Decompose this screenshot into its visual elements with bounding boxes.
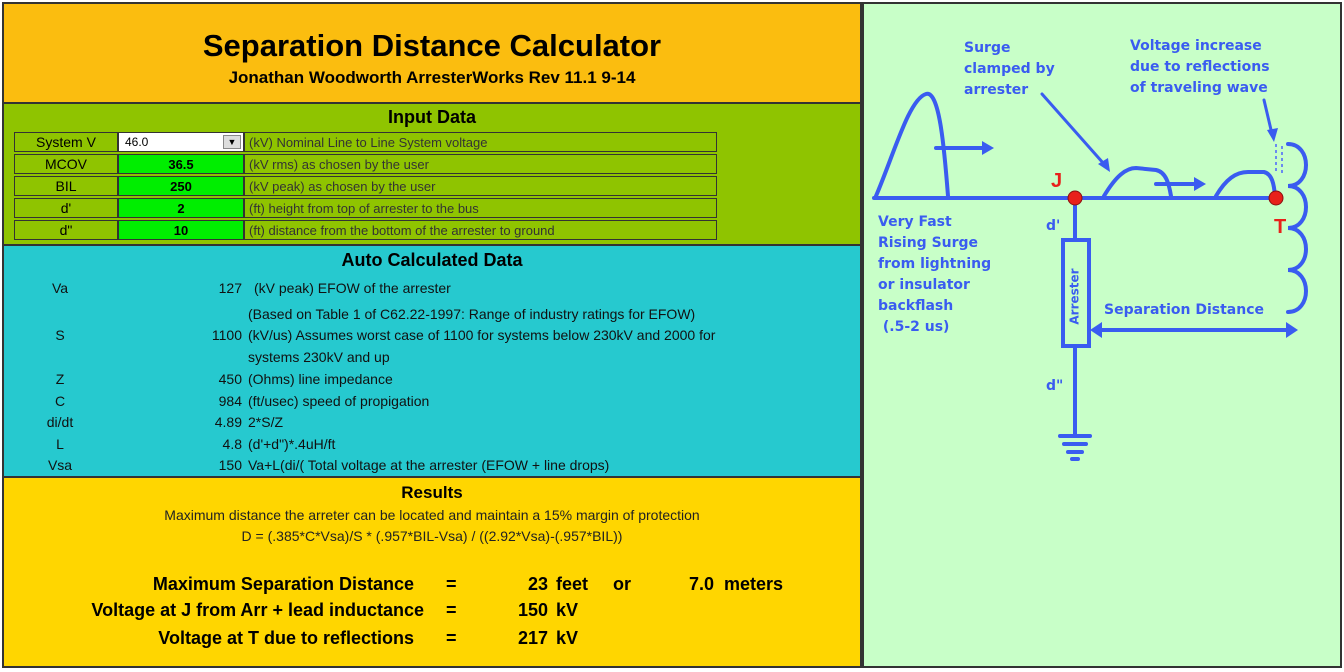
input-row-system-v [14,132,717,153]
diagram-panel [862,2,1342,668]
page-subtitle: Jonathan Woodworth ArresterWorks Rev 11.1 9-14 [228,68,636,87]
input-label: System V [14,132,118,152]
result-eq: = [446,628,457,648]
input-section [4,104,860,244]
fast-surge-label: Very Fast Rising Surge from lightning or insulator backflash (.5-2 us) [878,214,992,335]
calc-symbol: Va [51,280,69,296]
arrowhead-icon [1194,177,1206,191]
result-value2: 7.0 [688,574,714,594]
calculator-panel [2,2,862,668]
transformer-coil [1288,144,1306,312]
select-value: 46.0 [125,135,149,149]
input-row-d-double-prime [14,220,717,241]
chevron-down-icon[interactable]: ▼ [223,135,241,149]
header [4,4,860,104]
input-desc: (kV peak) as chosen by the user [244,176,717,196]
result-unit: kV [556,628,579,648]
input-desc: (ft) height from top of arrester to the bus [244,198,717,218]
result-eq: = [446,574,457,594]
results-section [4,478,860,666]
auto-calculated-section [4,244,860,478]
voltage-increase-label: Voltage increase due to reflections of traveling wave [1130,38,1270,96]
node-j-label: J [1051,170,1063,192]
result-label: Maximum Separation Distance [152,574,414,594]
arrowhead-icon [1286,322,1298,338]
system-voltage-select[interactable] [118,132,244,152]
input-desc: (ft) distance from the bottom of the arrester to ground [244,220,717,240]
d-double-prime-field[interactable]: 10 [118,220,244,240]
input-heading: Input Data [388,107,476,127]
reflected-surge-wave [1216,172,1275,196]
calc-symbol: L [56,436,64,452]
input-desc: (kV rms) as chosen by the user [244,154,717,174]
input-row-bil [14,176,717,197]
calc-symbol: di/dt [46,414,74,430]
result-row-distance [4,574,860,598]
calc-symbol: Z [55,371,65,387]
result-row-voltage-t [4,628,860,652]
calc-symbol: Vsa [47,457,73,473]
input-label: d' [14,198,118,218]
node-j-dot [1068,191,1082,205]
calc-symbol: C [54,393,66,409]
d-double-prime-label: d" [1046,378,1064,394]
calc-desc: (d'+d")*.4uH/ft [248,436,336,452]
result-unit: kV [556,600,579,620]
arrester-label: Arrester [1067,268,1082,325]
input-label: MCOV [14,154,118,174]
node-t-dot [1269,191,1283,205]
calc-desc: 2*S/Z [248,414,284,430]
input-row-d-prime [14,198,717,219]
separation-distance-label: Separation Distance [1104,302,1265,318]
input-row-mcov [14,154,717,175]
calc-value: 1100 [211,327,242,343]
result-value: 23 [527,574,548,594]
calc-value: 4.89 [214,414,242,430]
result-label: Voltage at J from Arr + lead inductance [91,600,424,620]
calc-desc: systems 230kV and up [248,349,390,365]
calc-desc: (Based on Table 1 of C62.22-1997: Range of industry ratings for EFOW) [248,306,696,322]
bil-field[interactable]: 250 [118,176,244,196]
result-eq: = [446,600,457,620]
clamped-callout-line [1042,94,1104,164]
result-value: 150 [517,600,548,620]
calc-value: 450 [218,371,242,387]
calc-desc: Va+L(di/( Total voltage at the arrester (EFOW + line drops) [248,457,610,473]
result-label: Voltage at T due to reflections [158,628,414,648]
results-formula: D = (.385*C*Vsa)/S * (.957*BIL-Vsa) / ((2.92*Vsa)-(.957*BIL)) [241,528,623,544]
surge-clamped-label: Surge clamped by arrester [964,40,1055,98]
results-heading: Results [401,483,463,502]
input-label: d" [14,220,118,240]
arrowhead-icon [1090,322,1102,338]
results-note: Maximum distance the arreter can be located and maintain a 15% margin of protection [164,507,700,523]
calc-desc: (ft/usec) speed of propigation [248,393,430,409]
calc-desc: (kV peak) EFOW of the arrester [254,280,451,296]
result-row-voltage-j [4,600,860,624]
auto-heading: Auto Calculated Data [341,250,523,270]
incoming-surge-wave [876,94,948,196]
calc-desc: (Ohms) line impedance [248,371,393,387]
calc-symbol: S [55,327,65,343]
input-desc: (kV) Nominal Line to Line System voltage [244,132,717,152]
mcov-field[interactable]: 36.5 [118,154,244,174]
page-title: Separation Distance Calculator [202,28,662,63]
result-value: 217 [517,628,548,648]
calc-value: 984 [218,393,242,409]
calc-value: 4.8 [222,436,242,452]
result-or: or [613,574,631,594]
node-t-label: T [1274,216,1287,238]
reflection-callout-line [1264,100,1272,134]
result-unit2: meters [724,574,784,594]
d-prime-label: d' [1046,218,1061,234]
calc-value: 127 [218,280,242,296]
calc-desc: (kV/us) Assumes worst case of 1100 for systems below 230kV and 2000 for [248,327,716,343]
calc-value: 150 [218,457,242,473]
arrowhead-icon [1267,128,1278,142]
result-unit: feet [556,574,589,594]
input-label: BIL [14,176,118,196]
arrowhead-icon [982,141,994,155]
d-prime-field[interactable]: 2 [118,198,244,218]
reflection-dashes [1276,144,1282,174]
